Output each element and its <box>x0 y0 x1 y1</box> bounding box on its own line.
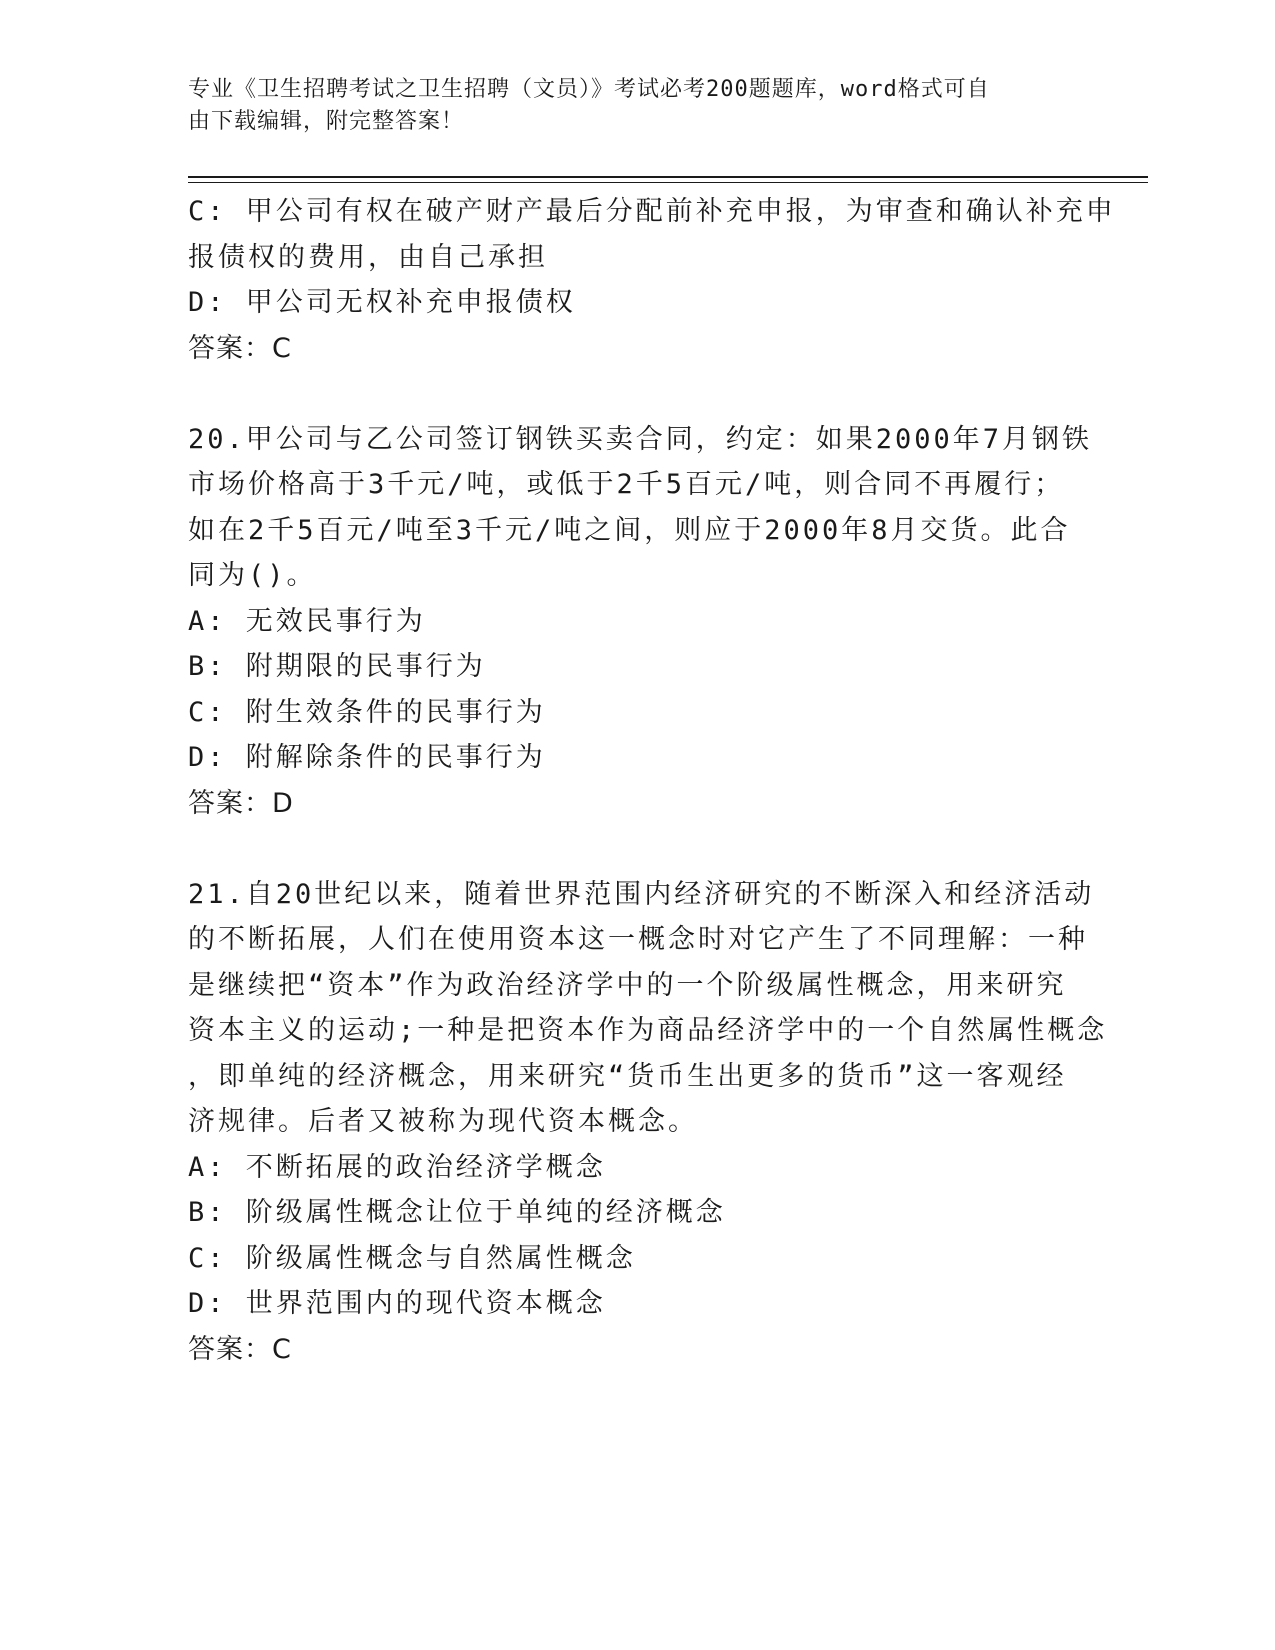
question-text-line-3: 是继续把“资本”作为政治经济学中的一个阶级属性概念，用来研究 <box>188 969 1067 1001</box>
spacer <box>188 826 1088 872</box>
header-divider-thin <box>188 182 1148 183</box>
header-divider-thick <box>188 176 1148 178</box>
question-text-line-2: 的不断拓展，人们在使用资本这一概念时对它产生了不同理解：一种 <box>188 924 1088 955</box>
spacer <box>188 371 1088 417</box>
option-b: B: 阶级属性概念让位于单纯的经济概念 <box>188 1197 726 1228</box>
question-text-line-2: 市场价格高于3千元/吨，或低于2千5百元/吨，则合同不再履行； <box>188 469 1065 500</box>
option-b: B: 附期限的民事行为 <box>188 651 486 682</box>
option-d: D: 甲公司无权补充申报债权 <box>188 287 576 318</box>
question-19-continuation <box>188 189 1116 371</box>
option-a: A: 无效民事行为 <box>188 605 426 637</box>
question-21 <box>188 872 1108 1373</box>
document-body <box>188 189 1116 1372</box>
question-text-line-1: 21.自20世纪以来，随着世界范围内经济研究的不断深入和经济活动 <box>188 878 1095 910</box>
answer: 答案：D <box>188 787 294 819</box>
question-text-line-3: 如在2千5百元/吨至3千元/吨之间，则应于2000年8月交货。此合 <box>188 514 1071 546</box>
question-20 <box>188 417 1093 827</box>
answer: 答案：C <box>188 332 292 364</box>
question-text-line-4: 资本主义的运动;一种是把资本作为商品经济学中的一个自然属性概念 <box>188 1015 1108 1046</box>
header-title-line-2: 由下载编辑，附完整答案！ <box>188 109 465 134</box>
option-a: A: 不断拓展的政治经济学概念 <box>188 1151 606 1183</box>
option-d: D: 世界范围内的现代资本概念 <box>188 1288 606 1319</box>
answer: 答案：C <box>188 1333 292 1365</box>
option-c-line-2: 报债权的费用，由自己承担 <box>188 241 548 273</box>
option-d: D: 附解除条件的民事行为 <box>188 742 546 773</box>
page-header <box>188 74 1068 138</box>
header-title-line-1: 专业《卫生招聘考试之卫生招聘（文员）》考试必考200题题库，word格式可自 <box>188 77 990 102</box>
question-text-line-6: 济规律。后者又被称为现代资本概念。 <box>188 1106 698 1137</box>
option-c: C: 附生效条件的民事行为 <box>188 696 546 728</box>
question-text-line-1: 20.甲公司与乙公司签订钢铁买卖合同，约定：如果2000年7月钢铁 <box>188 423 1093 455</box>
question-text-line-4: 同为()。 <box>188 560 317 591</box>
option-c-line-1: C: 甲公司有权在破产财产最后分配前补充申报，为审查和确认补充申 <box>188 196 1116 227</box>
question-text-line-5: ，即单纯的经济概念，用来研究“货币生出更多的货币”这一客观经 <box>188 1060 1067 1092</box>
option-c: C: 阶级属性概念与自然属性概念 <box>188 1242 636 1274</box>
